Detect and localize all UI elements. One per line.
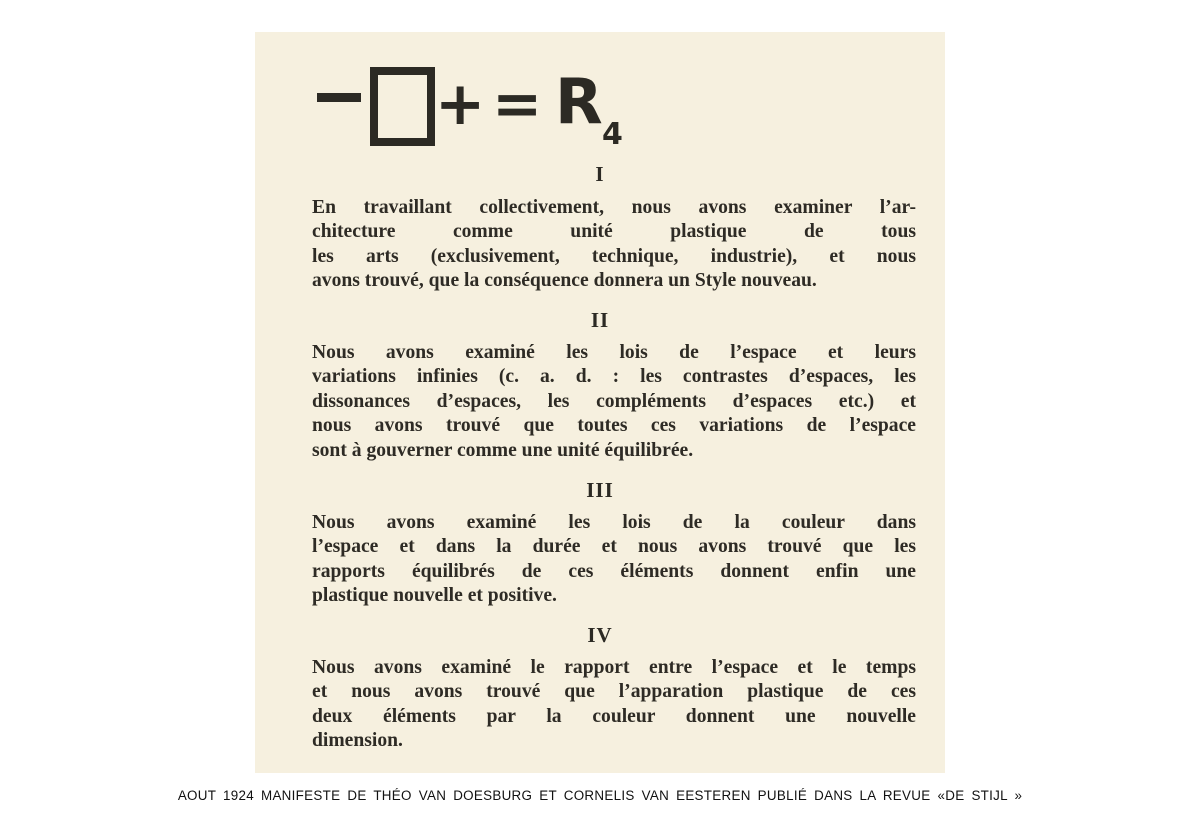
text-line: dimension. [312,730,403,752]
text-line: Nous avons examiné le rapport entre l’espace et le temps [312,657,916,678]
text-line: variations infinies (c. a. d. : les contrastes d’espaces, les [312,366,916,388]
formula-result: R [555,65,603,138]
minus-sign [317,93,361,102]
text-line: les arts (exclusivement, technique, industrie), et nous [312,245,916,267]
text-line: En travaillant collectivement, nous avons examiner l’ar- [312,197,916,218]
text-line: Nous avons examiné les lois de l’espace et leurs [312,342,916,363]
text-line: nous avons trouvé que toutes ces variations de l’espace [312,415,916,437]
text-line: deux éléments par la couleur donnent une nouvelle [312,705,916,727]
text-line: rapports équilibrés de ces éléments donnent enfin une [312,560,916,582]
formula-subscript: 4 [602,117,623,152]
section-number-2: II [590,308,610,332]
text-line: sont à gouverner comme une unité équilibrée. [312,439,694,461]
section-text-3 [312,511,916,609]
section-number-3: III [586,478,614,502]
plus-sign: + [435,69,486,139]
section-text-1 [312,196,916,294]
text-line: dissonances d’espaces, les compléments d’espaces etc.) et [312,390,916,412]
square-icon [370,67,435,146]
text-line: et nous avons trouvé que l’apparation plastique de ces [312,681,916,703]
manifesto-scan [255,32,945,773]
section-text-2 [312,341,916,463]
text-line: Nous avons examiné les lois de la couleur dans [312,512,916,533]
section-number-4: IV [587,623,613,647]
formula [317,50,657,155]
equals-sign: = [492,69,543,139]
section-text-4 [312,656,916,754]
text-line: plastique nouvelle et positive. [312,585,557,607]
section-number-1: I [595,162,605,186]
text-line: l’espace et dans la durée et nous avons trouvé que les [312,536,916,558]
text-line: chitecture comme unité plastique de tous [312,221,916,243]
text-line: avons trouvé, que la conséquence donnera un Style nouveau. [312,270,817,292]
caption: AOUT 1924 MANIFESTE DE THÉO VAN DOESBURG ET CORNELIS VAN EESTEREN PUBLIÉ DANS LA REVUE «DE STIJL » [177,788,1023,803]
